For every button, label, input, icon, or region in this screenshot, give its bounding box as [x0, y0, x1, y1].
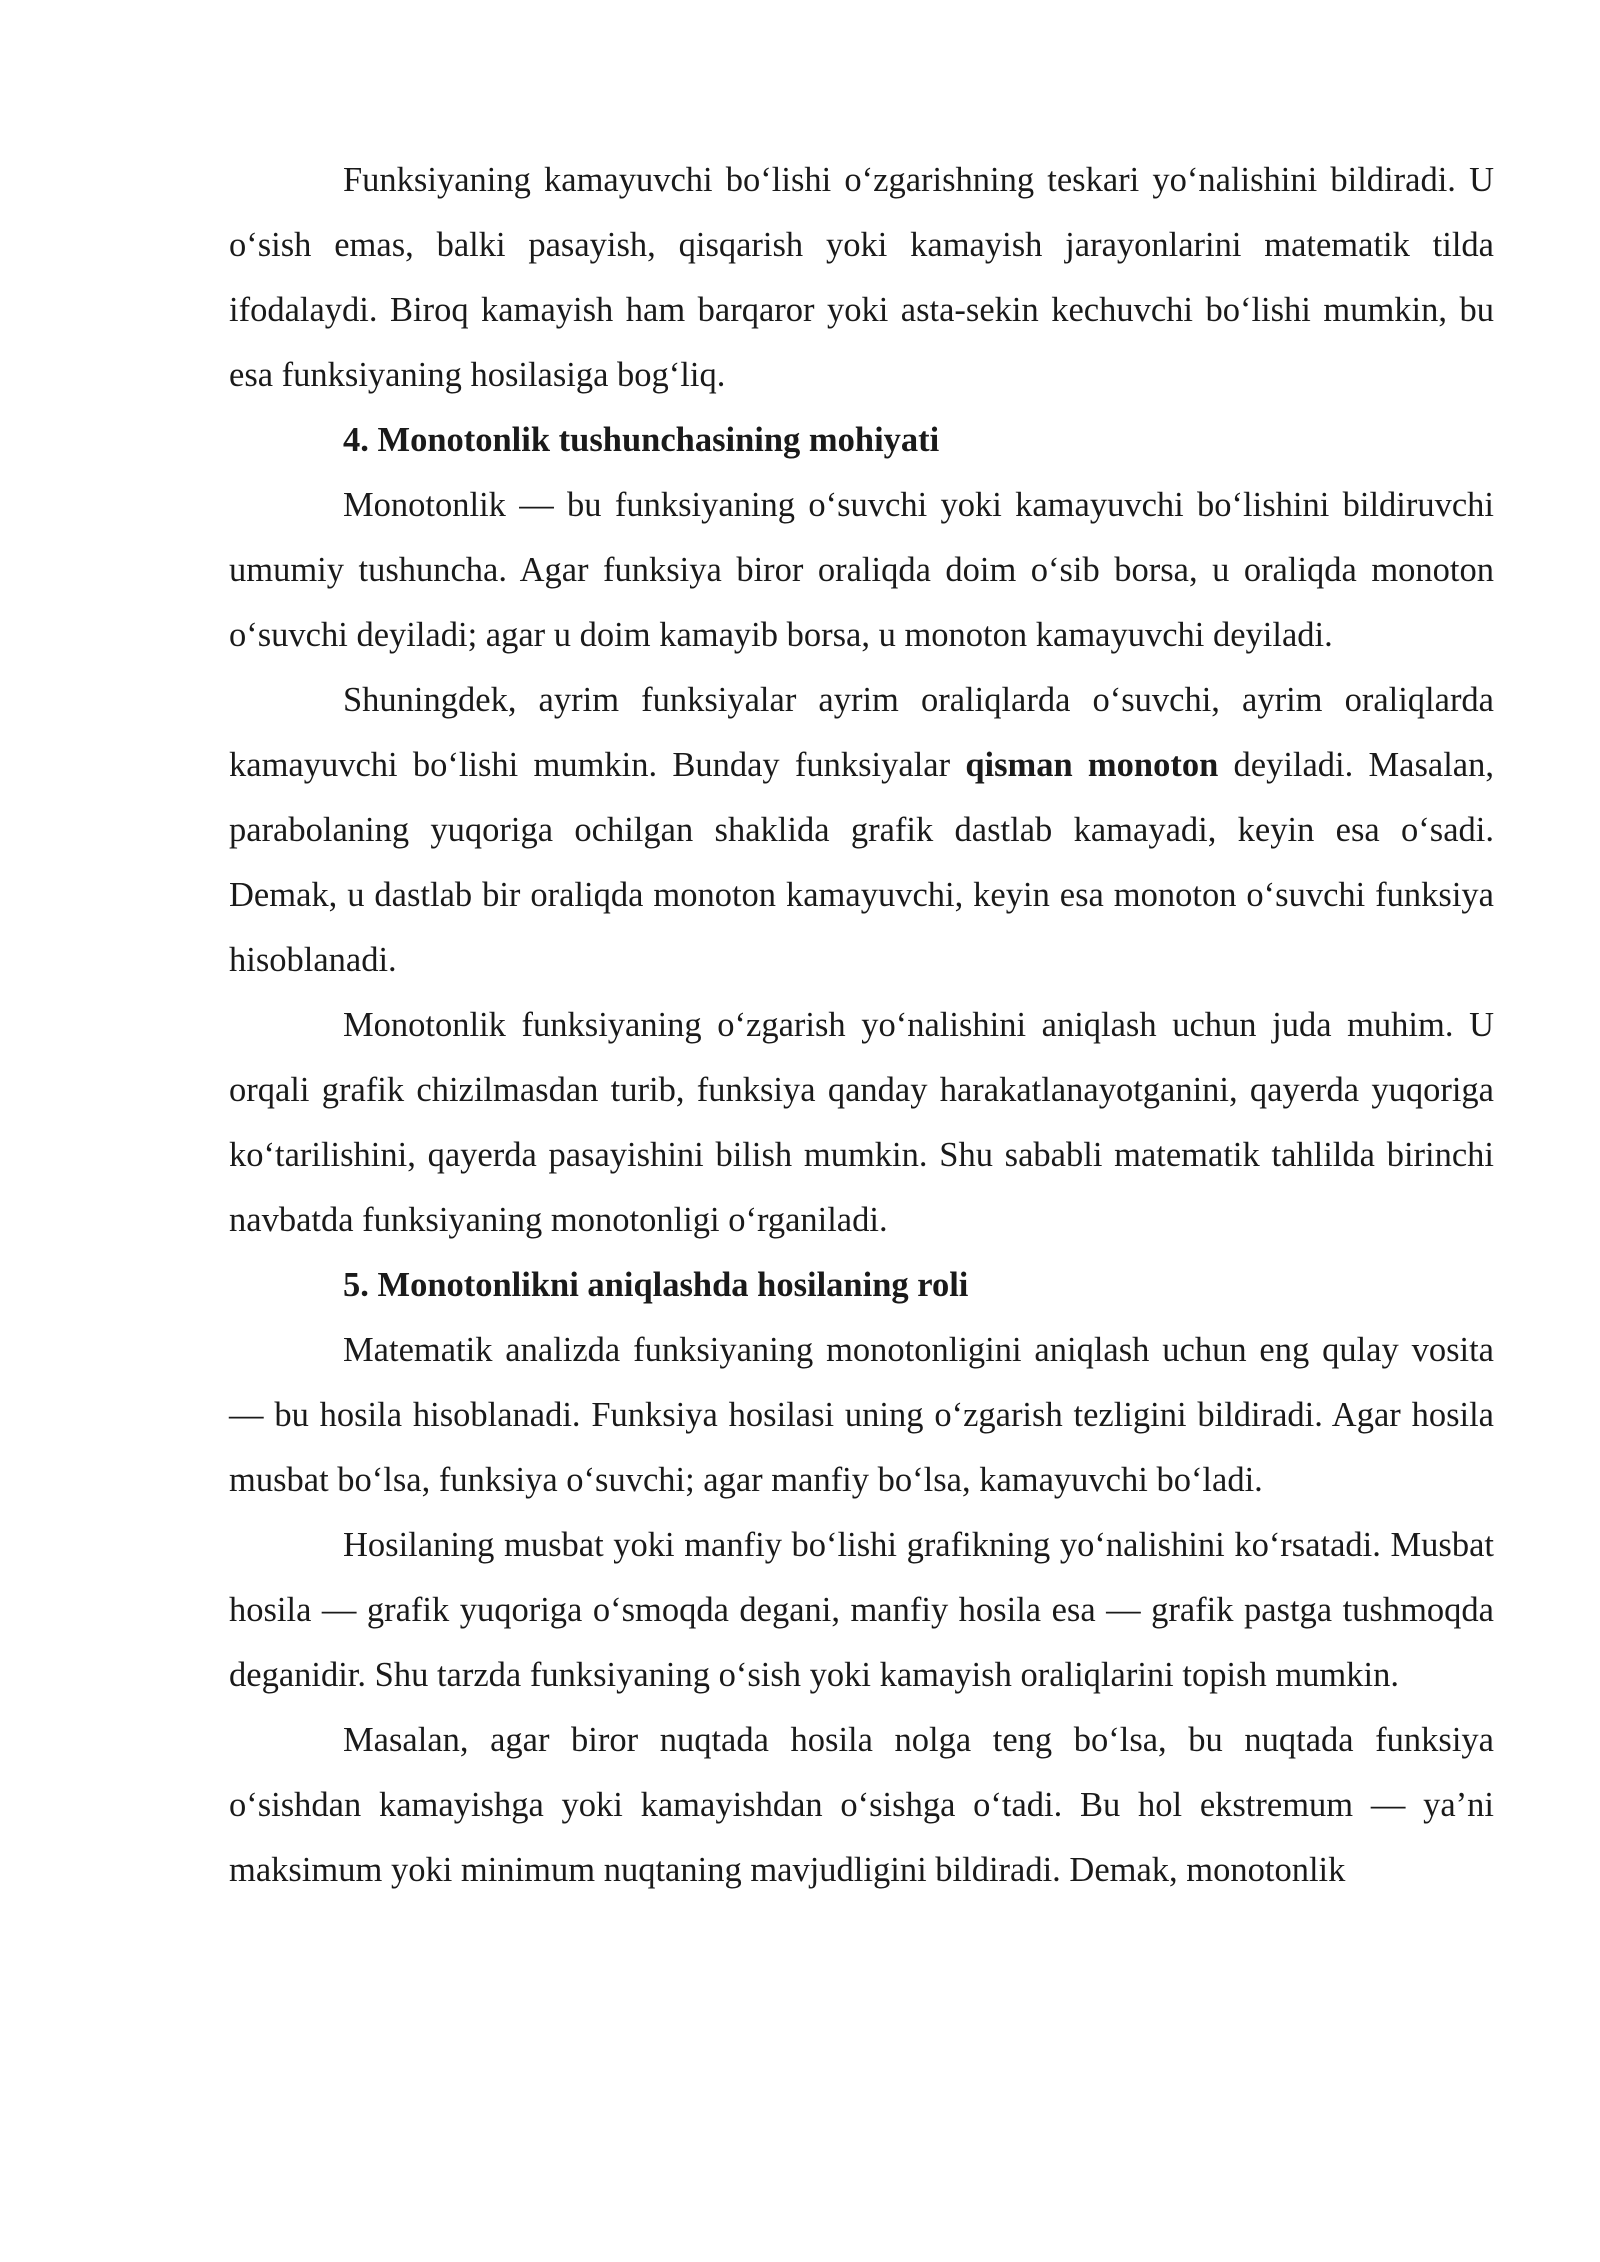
term-qisman-monoton: qisman monoton [965, 746, 1219, 784]
paragraph-derivative-tool: Matematik analizda funksiyaning monotonligini aniqlash uchun eng qulay vosita — bu hosila hisoblanadi. Funksiya hosilasi uning o‘zgarish tezligini bildiradi. Agar hosila musbat bo‘lsa, funksiya o‘suvchi; agar manfiy bo‘lsa, kamayuvchi bo‘ladi. [229, 1331, 1494, 1499]
paragraph-partial-monotonic-end: deyiladi. Masalan, parabolaning yuqoriga ochilgan shaklida grafik dastlab kamayadi, keyin esa o‘sadi. Demak, u dastlab bir oraliqda monoton kamayuvchi, keyin esa monoton o‘suvchi funksiya hisoblanadi. [229, 746, 1494, 979]
paragraph-partial-monotonic-start: Shuningdek, ayrim funksiyalar ayrim oraliqlarda o‘suvchi, ayrim oraliqlarda kamayuvchi bo‘lishi mumkin. Bunday funksiyalar [229, 681, 1494, 784]
paragraph-partial-monotonic [229, 668, 1494, 993]
paragraph-monotonicity-definition: Monotonlik — bu funksiyaning o‘suvchi yoki kamayuvchi bo‘lishini bildiruvchi umumiy tushuncha. Agar funksiya biror oraliqda doim o‘sib borsa, u oraliqda monoton o‘suvchi deyiladi; agar u doim kamayib borsa, u monoton kamayuvchi deyiladi. [229, 486, 1494, 654]
heading-section-4: 4. Monotonlik tushunchasining mohiyati [343, 421, 940, 459]
paragraph-decreasing-function: Funksiyaning kamayuvchi bo‘lishi o‘zgarishning teskari yo‘nalishini bildiradi. U o‘sish emas, balki pasayish, qisqarish yoki kamayish jarayonlarini matematik tilda ifodalaydi. Biroq kamayish ham barqaror yoki asta-sekin kechuvchi bo‘lishi mumkin, bu esa funksiyaning hosilasiga bog‘liq. [229, 161, 1494, 394]
paragraph-extremum: Masalan, agar biror nuqtada hosila nolga teng bo‘lsa, bu nuqtada funksiya o‘sishdan kamayishga yoki kamayishdan o‘sishga o‘tadi. Bu hol ekstremum — ya’ni maksimum yoki minimum nuqtaning mavjudligini bildiradi. Demak, monotonlik [229, 1721, 1494, 1889]
paragraph-monotonicity-importance: Monotonlik funksiyaning o‘zgarish yo‘nalishini aniqlash uchun juda muhim. U orqali grafik chizilmasdan turib, funksiya qanday harakatlanayotganini, qayerda yuqoriga ko‘tarilishini, qayerda pasayishini bilish mumkin. Shu sababli matematik tahlilda birinchi navbatda funksiyaning monotonligi o‘rganiladi. [229, 1006, 1494, 1239]
document-body [229, 148, 1494, 1903]
paragraph-derivative-sign: Hosilaning musbat yoki manfiy bo‘lishi grafikning yo‘nalishini ko‘rsatadi. Musbat hosila — grafik yuqoriga o‘smoqda degani, manfiy hosila esa — grafik pastga tushmoqda deganidir. Shu tarzda funksiyaning o‘sish yoki kamayish oraliqlarini topish mumkin. [229, 1526, 1494, 1694]
heading-section-5: 5. Monotonlikni aniqlashda hosilaning roli [343, 1266, 969, 1304]
